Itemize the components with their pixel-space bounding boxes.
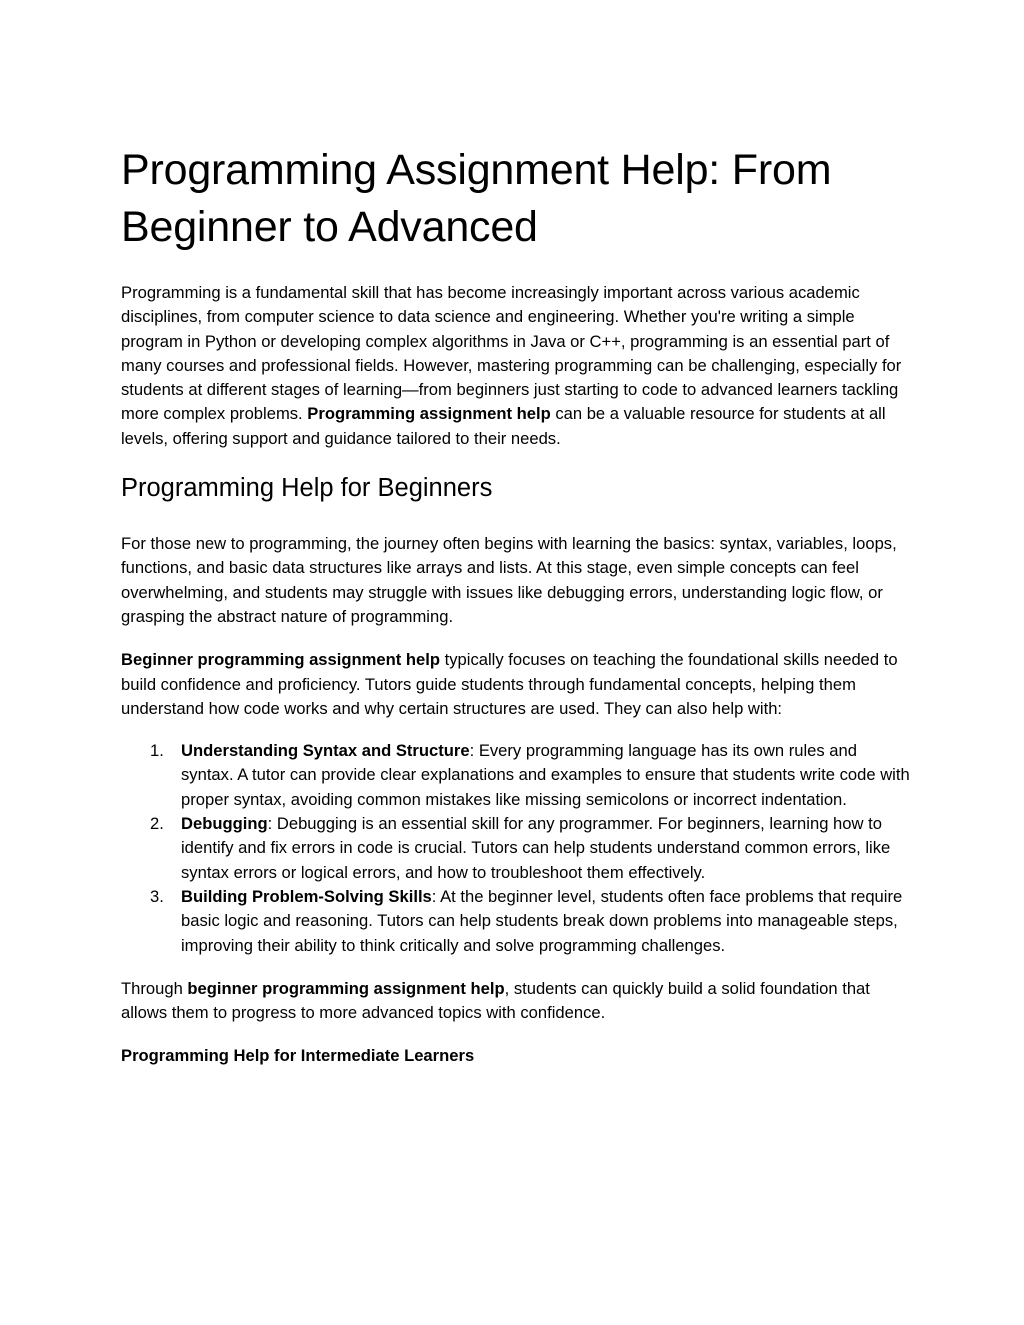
intro-paragraph [121,281,911,451]
list-item-number: 1. [150,741,164,761]
list-item-title: Understanding Syntax and Structure [181,741,470,761]
list-item-text: : Debugging is an essential skill for any programmer. For beginners, learning how to identify and fix errors in code is crucial. Tutors can help students understand common errors, like syntax errors or logical errors, and how to troubleshoot them effectively. [181,814,891,882]
list-item-title: Debugging [181,814,268,834]
intro-bold-phrase: Programming assignment help [307,404,551,424]
beginners-heading: Programming Help for Beginners [121,474,493,503]
list-item-title: Building Problem-Solving Skills [181,886,432,906]
beginner-help-list [121,739,911,958]
list-item-number: 3. [150,886,164,906]
beginners-intro-paragraph: For those new to programming, the journey often begins with learning the basics: syntax, variables, loops, functions, and basic data structures like arrays and lists. At this stage, even simple concepts can feel overwhelming, and students may struggle with issues like debugging errors, understanding logic flow, or grasping the abstract nature of programming. [121,534,897,626]
conclusion-bold: beginner programming assignment help [187,978,505,998]
beginner-help-paragraph [121,648,911,721]
beginner-help-bold: Beginner programming assignment help [121,650,441,670]
list-item [150,812,911,885]
conclusion-paragraph [121,977,911,1026]
intermediate-heading: Programming Help for Intermediate Learners [121,1046,475,1066]
document-page [121,142,911,1069]
document-title: Programming Assignment Help: From Beginner to Advanced [121,146,832,251]
list-item-text: : Every programming language has its own rules and syntax. A tutor can provide clear explanations and examples to ensure that students write code with proper syntax, avoiding common mistakes like missing semicolons or incorrect indentation. [181,741,910,809]
list-item-text: : At the beginner level, students often face problems that require basic logic and reasoning. Tutors can help students break down problems into manageable steps, improving their ability to think critically and solve programming challenges. [181,886,903,955]
conclusion-text-1: Through [121,978,188,998]
beginner-help-text: typically focuses on teaching the foundational skills needed to build confidence and proficiency. Tutors guide students through fundamental concepts, helping them understand how code works and why certain structures are used. They can also help with: [121,650,898,718]
intro-text-2: can be a valuable resource for students at all levels, offering support and guidance tailored to their needs. [121,404,886,448]
list-item [150,885,911,958]
intro-text-1: Programming is a fundamental skill that has become increasingly important across various academic disciplines, from computer science to data science and engineering. Whether you're writing a simple program in Python or developing complex algorithms in Java or C++, programming is an essential part of many courses and professional fields. However, mastering programming can be challenging, especially for students at different stages of learning—from beginners just starting to code to advanced learners tackling more complex problems. [121,283,902,424]
list-item-number: 2. [150,814,164,834]
list-item [150,739,911,812]
conclusion-text-2: , students can quickly build a solid foundation that allows them to progress to more advanced topics with confidence. [121,978,870,1023]
